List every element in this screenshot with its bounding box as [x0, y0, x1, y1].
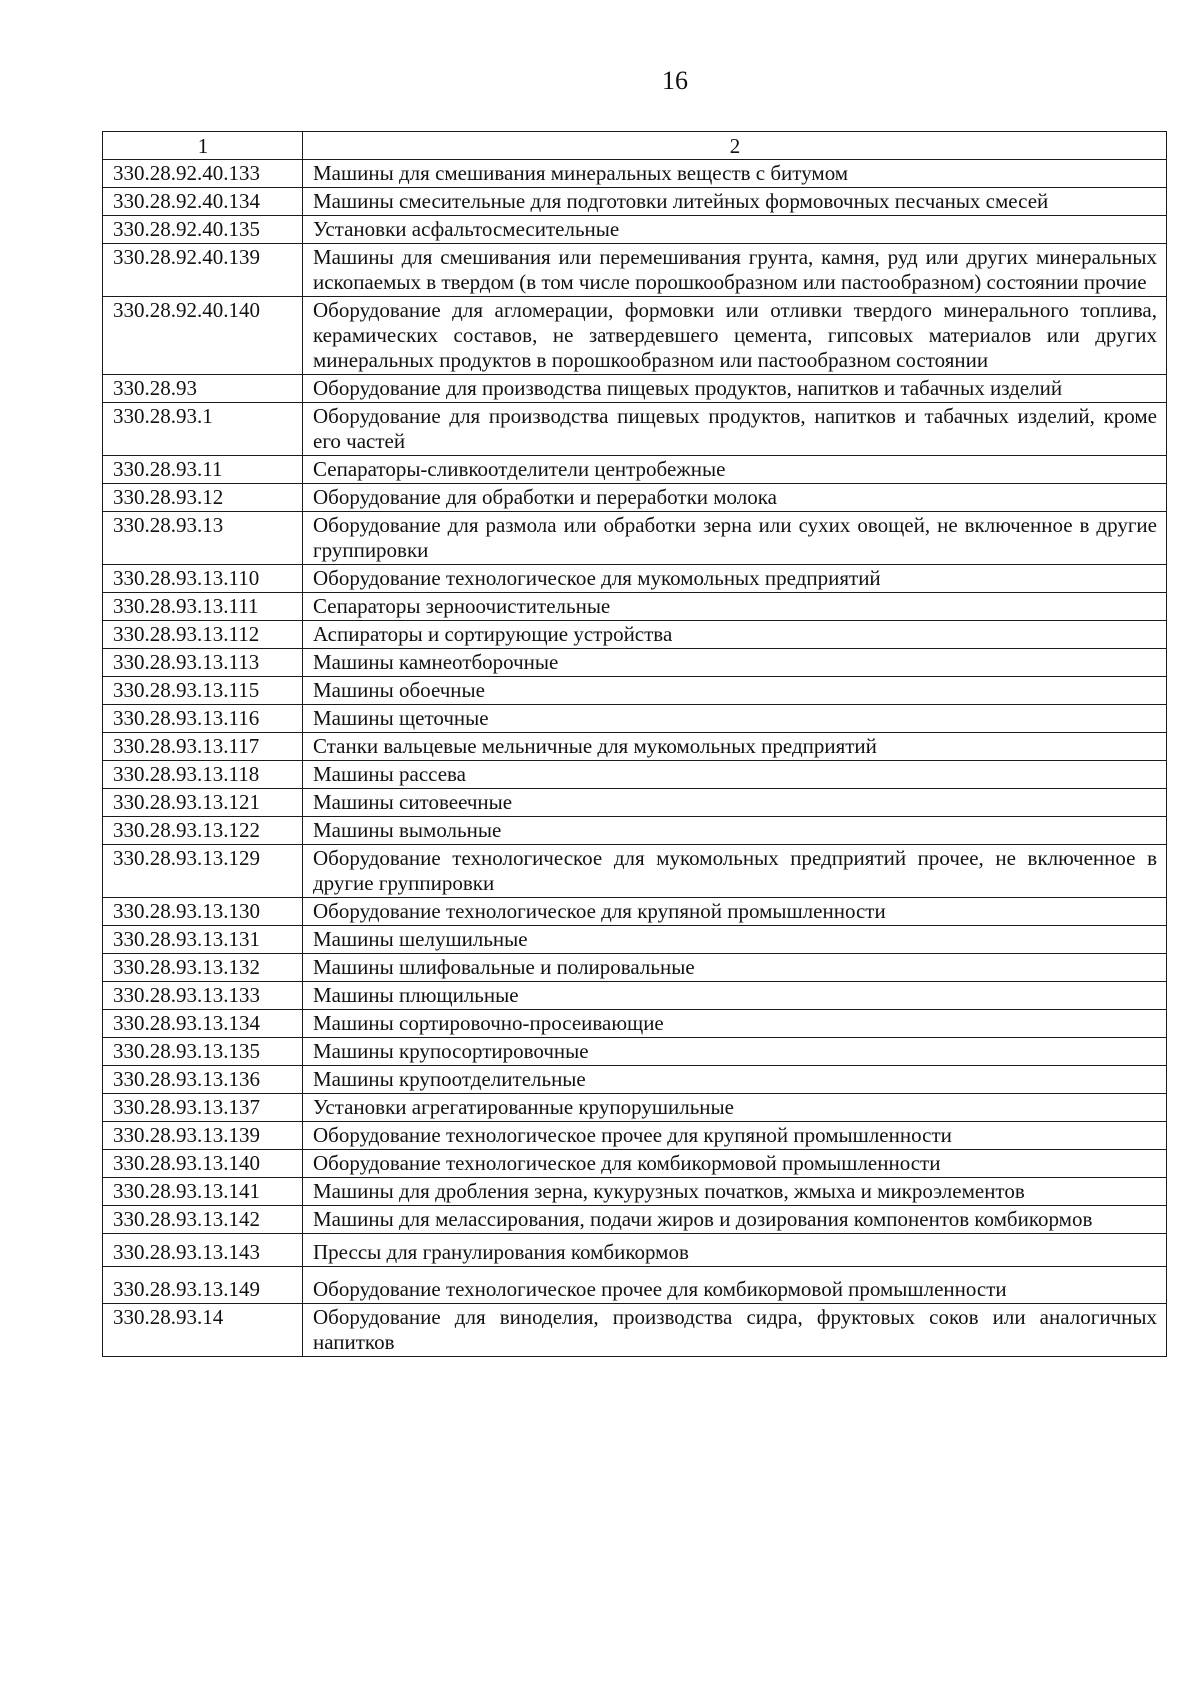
row-description: Машины шелушильные: [303, 926, 1167, 954]
row-description: Машины щеточные: [303, 705, 1167, 733]
row-description: Машины рассева: [303, 761, 1167, 789]
table-row: [103, 1094, 1167, 1122]
row-description: Оборудование для агломерации, формовки или отливки твердого минерального топлива, керамических составов, не затвердевшего цемента, гипсовых материалов или других минеральных продуктов в порошкообразном или пастообразном состоянии: [303, 297, 1167, 375]
row-description: Машины вымольные: [303, 817, 1167, 845]
table-row: [103, 456, 1167, 484]
row-description: Оборудование технологическое прочее для крупяной промышленности: [303, 1122, 1167, 1150]
row-description: Оборудование для производства пищевых продуктов, напитков и табачных изделий, кроме его частей: [303, 403, 1167, 456]
row-code: 330.28.93.13.136: [103, 1066, 303, 1094]
table-row: [103, 1267, 1167, 1304]
row-description: Машины ситовеечные: [303, 789, 1167, 817]
row-code: 330.28.93.1: [103, 403, 303, 456]
table-row: [103, 705, 1167, 733]
row-code: 330.28.93.13.113: [103, 649, 303, 677]
row-description: Машины для мелассирования, подачи жиров и дозирования компонентов комбикормов: [303, 1206, 1167, 1234]
row-description: Оборудование для виноделия, производства сидра, фруктовых соков или аналогичных напитков: [303, 1304, 1167, 1357]
row-code: 330.28.93.13.130: [103, 898, 303, 926]
row-description: Оборудование технологическое для комбикормовой промышленности: [303, 1150, 1167, 1178]
table-row: [103, 733, 1167, 761]
table-row: [103, 982, 1167, 1010]
row-description: Прессы для гранулирования комбикормов: [303, 1234, 1167, 1267]
table-row: [103, 677, 1167, 705]
row-description: Машины крупоотделительные: [303, 1066, 1167, 1094]
table-row: [103, 565, 1167, 593]
row-description: Машины для дробления зерна, кукурузных початков, жмыха и микроэлементов: [303, 1178, 1167, 1206]
table-row: [103, 649, 1167, 677]
table-row: [103, 512, 1167, 565]
row-code: 330.28.93.13.134: [103, 1010, 303, 1038]
table-row: [103, 216, 1167, 244]
row-description: Машины камнеотборочные: [303, 649, 1167, 677]
row-description: Установки асфальтосмесительные: [303, 216, 1167, 244]
table-row: [103, 954, 1167, 982]
row-description: Машины крупосортировочные: [303, 1038, 1167, 1066]
row-code: 330.28.93.13.143: [103, 1234, 303, 1267]
row-description: Машины для смешивания минеральных веществ с битумом: [303, 160, 1167, 188]
column-header-code: 1: [103, 132, 303, 160]
row-description: Оборудование для размола или обработки зерна или сухих овощей, не включенное в другие группировки: [303, 512, 1167, 565]
row-code: 330.28.93.14: [103, 1304, 303, 1357]
table-row: [103, 1178, 1167, 1206]
row-description: Сепараторы зерноочистительные: [303, 593, 1167, 621]
table-row: [103, 403, 1167, 456]
row-description: Аспираторы и сортирующие устройства: [303, 621, 1167, 649]
row-code: 330.28.93.13.112: [103, 621, 303, 649]
row-description: Машины шлифовальные и полировальные: [303, 954, 1167, 982]
table-row: [103, 375, 1167, 403]
table-row: [103, 845, 1167, 898]
row-code: 330.28.92.40.133: [103, 160, 303, 188]
row-description: Машины плющильные: [303, 982, 1167, 1010]
row-code: 330.28.93.13.110: [103, 565, 303, 593]
table-row: [103, 1066, 1167, 1094]
row-description: Машины сортировочно-просеивающие: [303, 1010, 1167, 1038]
row-code: 330.28.93.13.118: [103, 761, 303, 789]
row-code: 330.28.93.13.142: [103, 1206, 303, 1234]
table-row: [103, 1150, 1167, 1178]
table-row: [103, 188, 1167, 216]
row-description: Оборудование для обработки и переработки молока: [303, 484, 1167, 512]
table-row: [103, 761, 1167, 789]
table-row: [103, 593, 1167, 621]
row-code: 330.28.93.13.129: [103, 845, 303, 898]
table-row: [103, 1010, 1167, 1038]
row-code: 330.28.93.13.137: [103, 1094, 303, 1122]
row-description: Машины смесительные для подготовки литейных формовочных песчаных смесей: [303, 188, 1167, 216]
row-code: 330.28.93.13: [103, 512, 303, 565]
row-code: 330.28.93.13.135: [103, 1038, 303, 1066]
row-code: 330.28.92.40.140: [103, 297, 303, 375]
page-number: 16: [662, 66, 688, 95]
row-description: Машины для смешивания или перемешивания грунта, камня, руд или других минеральных ископаемых в твердом (в том числе порошкообразном или пастообразном) состоянии прочие: [303, 244, 1167, 297]
table-body: [103, 160, 1167, 1357]
row-description: Оборудование технологическое прочее для комбикормовой промышленности: [303, 1267, 1167, 1304]
row-code: 330.28.93: [103, 375, 303, 403]
table-row: [103, 1206, 1167, 1234]
row-code: 330.28.93.13.141: [103, 1178, 303, 1206]
table-row: [103, 1234, 1167, 1267]
row-code: 330.28.93.13.111: [103, 593, 303, 621]
row-code: 330.28.93.13.115: [103, 677, 303, 705]
row-code: 330.28.93.13.116: [103, 705, 303, 733]
table-row: [103, 244, 1167, 297]
row-code: 330.28.93.12: [103, 484, 303, 512]
row-code: 330.28.93.13.117: [103, 733, 303, 761]
table-row: [103, 1038, 1167, 1066]
row-code: 330.28.93.13.139: [103, 1122, 303, 1150]
row-description: Сепараторы-сливкоотделители центробежные: [303, 456, 1167, 484]
row-code: 330.28.93.13.149: [103, 1267, 303, 1304]
row-code: 330.28.93.13.121: [103, 789, 303, 817]
row-description: Оборудование технологическое для мукомольных предприятий прочее, не включенное в другие группировки: [303, 845, 1167, 898]
row-code: 330.28.93.13.140: [103, 1150, 303, 1178]
table-row: [103, 1122, 1167, 1150]
row-code: 330.28.92.40.139: [103, 244, 303, 297]
row-description: Оборудование для производства пищевых продуктов, напитков и табачных изделий: [303, 375, 1167, 403]
table-row: [103, 297, 1167, 375]
row-code: 330.28.92.40.134: [103, 188, 303, 216]
row-code: 330.28.93.13.132: [103, 954, 303, 982]
table-row: [103, 160, 1167, 188]
table-row: [103, 789, 1167, 817]
table-row: [103, 1304, 1167, 1357]
row-description: Машины обоечные: [303, 677, 1167, 705]
table-row: [103, 621, 1167, 649]
row-code: 330.28.93.13.122: [103, 817, 303, 845]
classification-table: [102, 131, 1167, 1357]
row-code: 330.28.93.11: [103, 456, 303, 484]
table-row: [103, 898, 1167, 926]
table-row: [103, 484, 1167, 512]
table-row: [103, 817, 1167, 845]
table-header-row: [103, 132, 1167, 160]
row-code: 330.28.93.13.131: [103, 926, 303, 954]
row-description: Оборудование технологическое для крупяной промышленности: [303, 898, 1167, 926]
table-row: [103, 926, 1167, 954]
row-description: Установки агрегатированные крупорушильные: [303, 1094, 1167, 1122]
column-header-description: 2: [303, 132, 1167, 160]
row-code: 330.28.93.13.133: [103, 982, 303, 1010]
row-description: Оборудование технологическое для мукомольных предприятий: [303, 565, 1167, 593]
row-code: 330.28.92.40.135: [103, 216, 303, 244]
row-description: Станки вальцевые мельничные для мукомольных предприятий: [303, 733, 1167, 761]
